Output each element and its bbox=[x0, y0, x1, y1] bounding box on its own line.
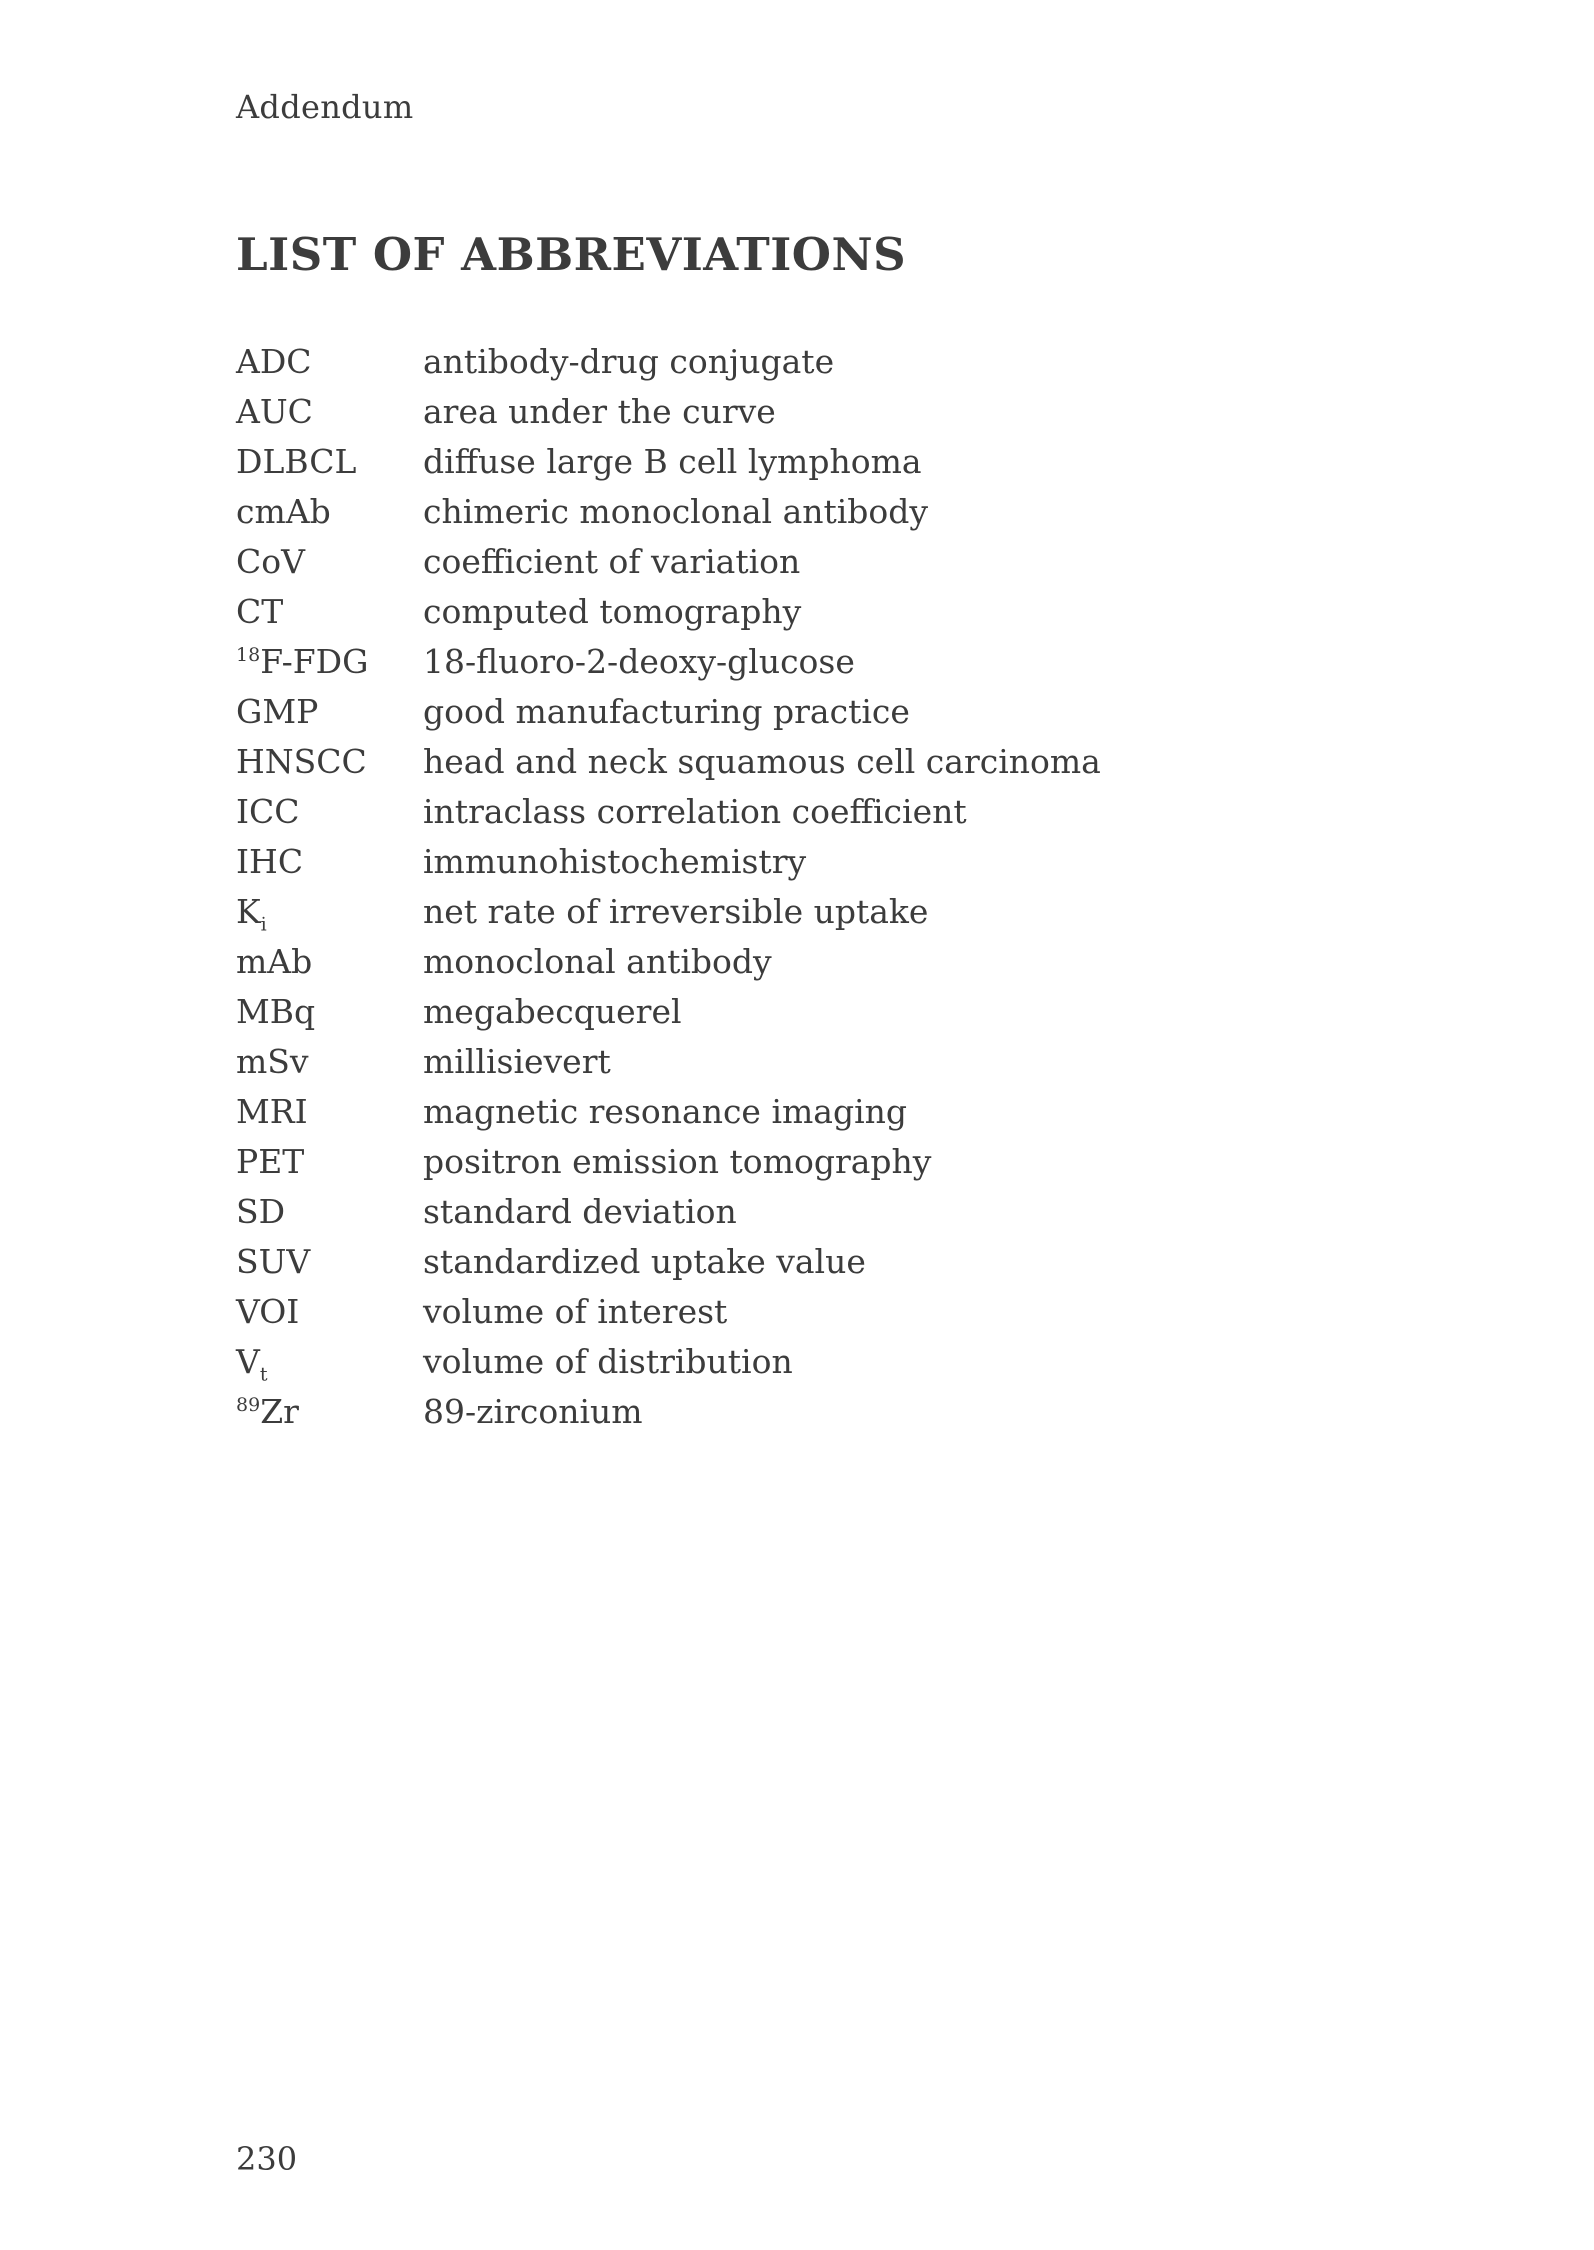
abbreviation-definition: coefficient of variation bbox=[423, 541, 801, 581]
abbreviation-row bbox=[236, 386, 1436, 436]
abbreviation-term bbox=[236, 692, 423, 731]
abbreviation-definition: intraclass correlation coefficient bbox=[423, 791, 967, 831]
abbreviation-row bbox=[236, 436, 1436, 486]
abbreviation-row bbox=[236, 486, 1436, 536]
abbreviation-definition: chimeric monoclonal antibody bbox=[423, 491, 929, 531]
abbreviation-row bbox=[236, 1386, 1436, 1436]
abbreviation-term bbox=[236, 742, 423, 781]
abbreviation-base: AUC bbox=[236, 391, 313, 431]
abbreviation-term bbox=[236, 1392, 423, 1431]
abbreviation-row bbox=[236, 1086, 1436, 1136]
abbreviation-row bbox=[236, 1336, 1436, 1386]
abbreviation-definition: 18-fluoro-2-deoxy-glucose bbox=[423, 641, 855, 681]
abbreviation-row bbox=[236, 586, 1436, 636]
page-number: 230 bbox=[236, 2140, 298, 2178]
abbreviation-term bbox=[236, 1242, 423, 1281]
abbreviation-base: IHC bbox=[236, 841, 304, 881]
abbreviation-term bbox=[236, 1341, 423, 1386]
abbreviation-row bbox=[236, 1036, 1436, 1086]
abbreviation-row bbox=[236, 1136, 1436, 1186]
abbreviation-term bbox=[236, 942, 423, 981]
abbreviation-term bbox=[236, 1092, 423, 1131]
abbreviation-term bbox=[236, 1042, 423, 1081]
abbreviation-definition: area under the curve bbox=[423, 391, 776, 431]
abbreviation-row bbox=[236, 1186, 1436, 1236]
abbreviation-definition: standardized uptake value bbox=[423, 1241, 866, 1281]
isotope-mass-number: 18 bbox=[236, 643, 261, 666]
abbreviation-row bbox=[236, 786, 1436, 836]
abbreviation-row bbox=[236, 986, 1436, 1036]
abbreviation-term bbox=[236, 992, 423, 1031]
abbreviation-base: PET bbox=[236, 1141, 305, 1181]
abbreviation-term bbox=[236, 592, 423, 631]
abbreviation-term bbox=[236, 1292, 423, 1331]
abbreviation-definition: volume of distribution bbox=[423, 1341, 793, 1381]
abbreviation-definition: magnetic resonance imaging bbox=[423, 1091, 908, 1131]
abbreviation-base: F-FDG bbox=[260, 641, 369, 681]
abbreviation-base: V bbox=[236, 1341, 260, 1381]
abbreviation-definition: computed tomography bbox=[423, 591, 802, 631]
abbreviation-base: SD bbox=[236, 1191, 286, 1231]
abbreviation-definition: 89-zirconium bbox=[423, 1391, 643, 1431]
abbreviation-definition: head and neck squamous cell carcinoma bbox=[423, 741, 1101, 781]
abbreviation-base: MRI bbox=[236, 1091, 308, 1131]
abbreviation-base: CoV bbox=[236, 541, 305, 581]
abbreviation-row bbox=[236, 1286, 1436, 1336]
abbreviation-row bbox=[236, 336, 1436, 386]
abbreviation-term bbox=[236, 442, 423, 481]
abbreviation-definition: standard deviation bbox=[423, 1191, 737, 1231]
abbreviation-base: GMP bbox=[236, 691, 319, 731]
abbreviation-subscript: t bbox=[259, 1363, 268, 1386]
abbreviation-term bbox=[236, 642, 423, 681]
abbreviation-definition: volume of interest bbox=[423, 1291, 728, 1331]
abbreviation-base: DLBCL bbox=[236, 441, 357, 481]
abbreviation-term bbox=[236, 542, 423, 581]
abbreviation-definition: antibody-drug conjugate bbox=[423, 341, 835, 381]
abbreviation-term bbox=[236, 842, 423, 881]
abbreviation-base: cmAb bbox=[236, 491, 331, 531]
abbreviation-base: SUV bbox=[236, 1241, 311, 1281]
isotope-mass-number: 89 bbox=[236, 1393, 261, 1416]
abbreviation-term bbox=[236, 492, 423, 531]
abbreviation-term bbox=[236, 1192, 423, 1231]
abbreviation-list bbox=[236, 336, 1436, 1436]
abbreviation-definition: good manufacturing practice bbox=[423, 691, 910, 731]
abbreviation-definition: monoclonal antibody bbox=[423, 941, 772, 981]
abbreviation-row bbox=[236, 836, 1436, 886]
abbreviation-term bbox=[236, 1142, 423, 1181]
abbreviation-row bbox=[236, 736, 1436, 786]
abbreviation-base: VOI bbox=[236, 1291, 300, 1331]
abbreviation-base: K bbox=[236, 891, 261, 931]
abbreviation-subscript: i bbox=[260, 913, 267, 936]
abbreviation-term bbox=[236, 392, 423, 431]
abbreviation-base: mAb bbox=[236, 941, 313, 981]
abbreviation-definition: megabecquerel bbox=[423, 991, 682, 1031]
abbreviation-base: MBq bbox=[236, 991, 316, 1031]
abbreviation-definition: immunohistochemistry bbox=[423, 841, 807, 881]
abbreviation-base: CT bbox=[236, 591, 284, 631]
abbreviation-term bbox=[236, 792, 423, 831]
abbreviation-row bbox=[236, 886, 1436, 936]
abbreviation-row bbox=[236, 936, 1436, 986]
abbreviation-row bbox=[236, 636, 1436, 686]
running-header: Addendum bbox=[236, 88, 414, 126]
abbreviation-row bbox=[236, 536, 1436, 586]
abbreviation-base: ICC bbox=[236, 791, 300, 831]
abbreviation-definition: diffuse large B cell lymphoma bbox=[423, 441, 922, 481]
abbreviation-term bbox=[236, 342, 423, 381]
abbreviation-base: HNSCC bbox=[236, 741, 367, 781]
abbreviation-base: mSv bbox=[236, 1041, 309, 1081]
abbreviation-definition: millisievert bbox=[423, 1041, 611, 1081]
abbreviation-term bbox=[236, 891, 423, 936]
abbreviation-base: ADC bbox=[236, 341, 312, 381]
abbreviation-row bbox=[236, 686, 1436, 736]
abbreviation-row bbox=[236, 1236, 1436, 1286]
page-title: LIST OF ABBREVIATIONS bbox=[236, 228, 907, 281]
abbreviation-definition: net rate of irreversible uptake bbox=[423, 891, 929, 931]
abbreviation-definition: positron emission tomography bbox=[423, 1141, 932, 1181]
abbreviation-base: Zr bbox=[260, 1391, 299, 1431]
